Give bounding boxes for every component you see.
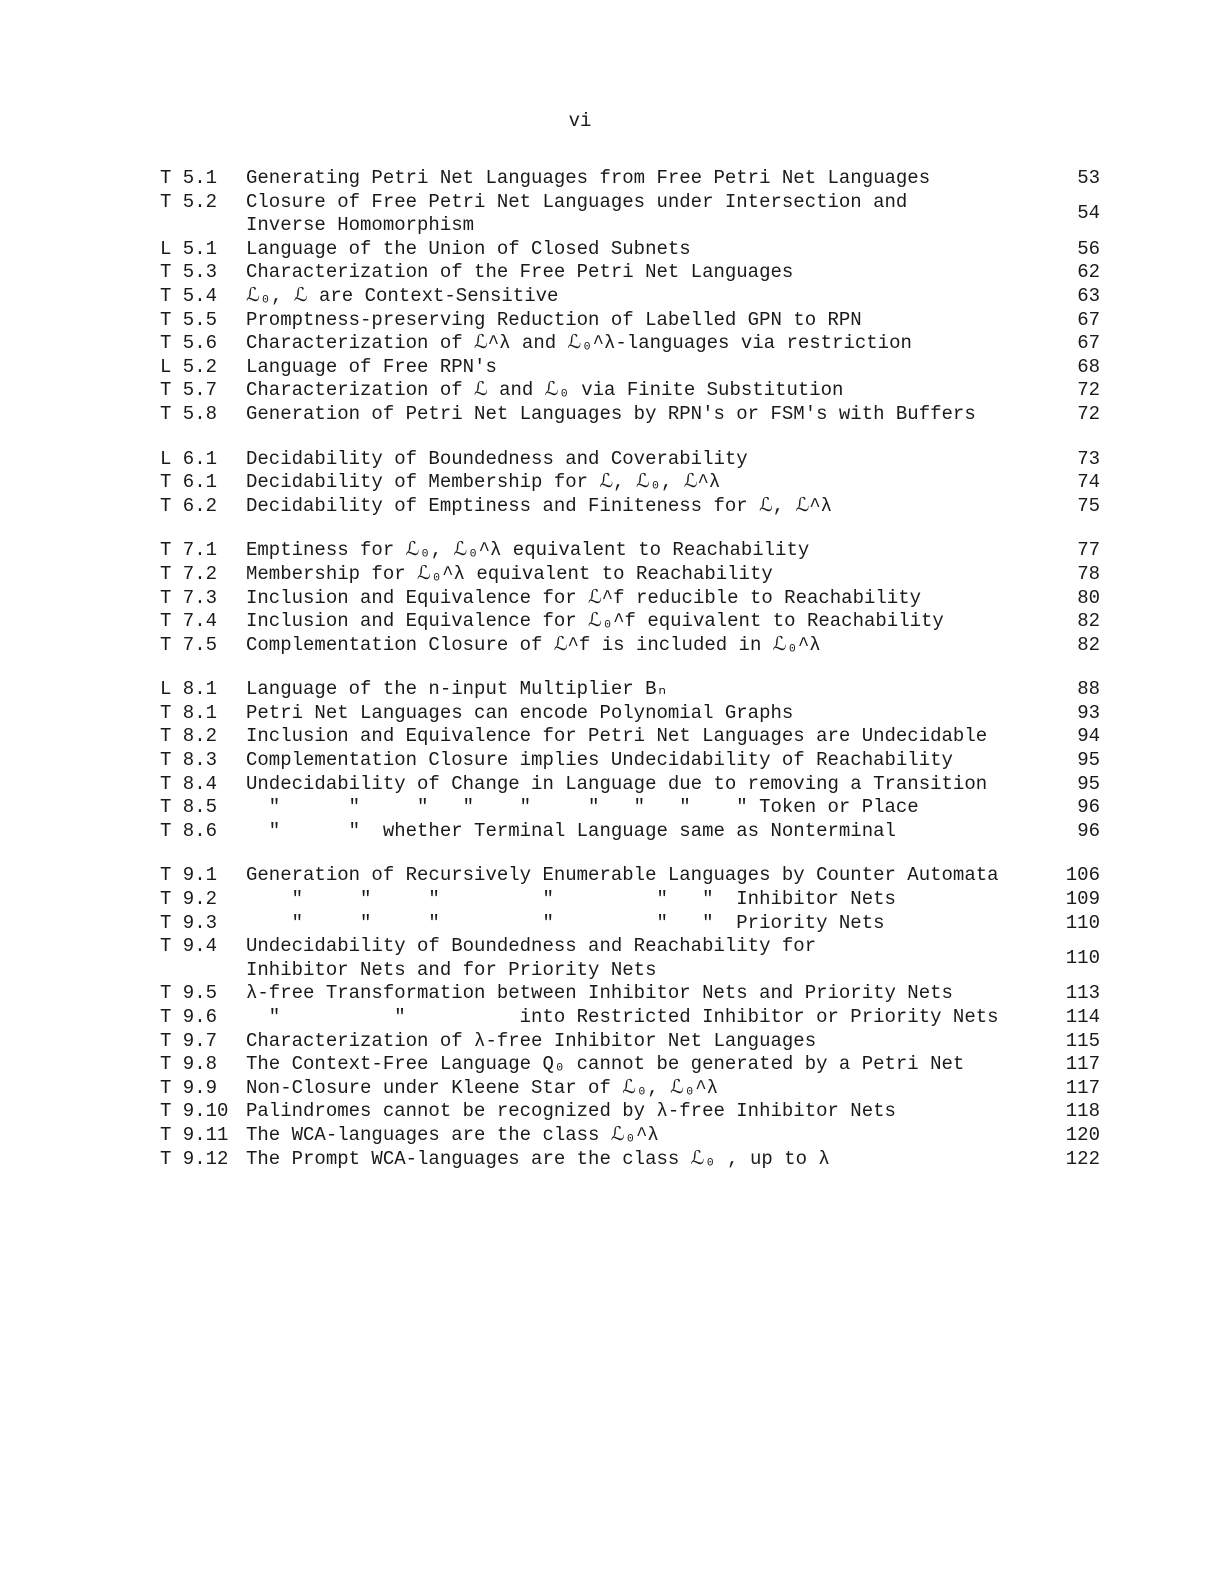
toc-entry bbox=[160, 587, 1100, 611]
entry-title: Closure of Free Petri Net Languages under Intersection and Inverse Homomorphism bbox=[246, 190, 908, 237]
entry-page: 88 bbox=[1077, 678, 1100, 701]
entry-page: 96 bbox=[1077, 819, 1100, 842]
entry-title: " " " " " " Priority Nets bbox=[246, 911, 885, 934]
entry-id: T 6.1 bbox=[160, 471, 218, 494]
entry-title: " " into Restricted Inhibitor or Priority Nets bbox=[246, 1006, 999, 1028]
entry-page: 67 bbox=[1077, 308, 1100, 331]
toc-entry bbox=[160, 309, 1100, 333]
entry-page: 53 bbox=[1077, 167, 1100, 189]
entry-id: T 9.4 bbox=[160, 935, 218, 958]
entry-page: 62 bbox=[1077, 261, 1100, 284]
toc-group-chapter-8 bbox=[160, 678, 1100, 843]
entry-page: 95 bbox=[1077, 749, 1100, 772]
entry-title: Decidability of Membership for ℒ, ℒ₀, ℒ^λ bbox=[246, 471, 721, 494]
entry-id: T 5.7 bbox=[160, 379, 218, 402]
entry-title: " " " " " " " " " Token or Place bbox=[246, 796, 919, 819]
entry-title: Generating Petri Net Languages from Free Petri Net Languages bbox=[246, 167, 931, 189]
entry-id: T 7.1 bbox=[160, 539, 218, 562]
entry-page: 109 bbox=[1065, 888, 1100, 911]
entry-page: 110 bbox=[1065, 947, 1100, 970]
entry-id: T 5.6 bbox=[160, 332, 218, 355]
entry-id: L 8.1 bbox=[160, 678, 218, 701]
entry-page: 106 bbox=[1065, 864, 1100, 887]
entry-page: 75 bbox=[1077, 494, 1100, 517]
entry-page: 96 bbox=[1077, 796, 1100, 819]
entry-id: T 8.5 bbox=[160, 796, 218, 819]
entry-id: T 8.1 bbox=[160, 701, 218, 724]
entry-id: T 8.3 bbox=[160, 749, 218, 772]
entry-id: T 9.3 bbox=[160, 911, 218, 934]
entry-page: 114 bbox=[1065, 1006, 1100, 1028]
entry-id: T 9.7 bbox=[160, 1029, 218, 1052]
entry-id: L 5.1 bbox=[160, 237, 218, 260]
entry-id: T 9.2 bbox=[160, 888, 218, 911]
toc-entry bbox=[160, 1006, 1100, 1030]
entry-title: The Prompt WCA-languages are the class ℒ₀ , up to λ bbox=[246, 1147, 830, 1170]
entry-page: 54 bbox=[1077, 202, 1100, 225]
entry-page: 82 bbox=[1077, 610, 1100, 633]
entry-page: 115 bbox=[1065, 1029, 1100, 1052]
entry-page: 74 bbox=[1077, 471, 1100, 494]
entry-id: T 7.5 bbox=[160, 633, 218, 656]
entry-id: T 9.9 bbox=[160, 1076, 218, 1099]
entry-title: Inclusion and Equivalence for Petri Net Languages are Undecidable bbox=[246, 725, 988, 748]
entry-title: Undecidability of Boundedness and Reachability for Inhibitor Nets and for Priority Nets bbox=[246, 935, 817, 981]
toc-entry bbox=[160, 678, 1100, 702]
toc-entry bbox=[160, 1030, 1100, 1054]
entry-title: Complementation Closure implies Undecidability of Reachability bbox=[246, 749, 953, 772]
entry-title: Non-Closure under Kleene Star of ℒ₀, ℒ₀^λ bbox=[246, 1076, 719, 1099]
toc-entry bbox=[160, 191, 1100, 238]
toc-entry bbox=[160, 356, 1100, 380]
toc-entry bbox=[160, 634, 1100, 658]
entry-page: 56 bbox=[1077, 237, 1100, 260]
toc-entry bbox=[160, 888, 1100, 912]
toc-entry bbox=[160, 1100, 1100, 1124]
entry-title: Generation of Petri Net Languages by RPN's or FSM's with Buffers bbox=[246, 402, 976, 425]
entry-title: Decidability of Boundedness and Coverability bbox=[246, 447, 748, 470]
toc-entry bbox=[160, 1077, 1100, 1101]
entry-title: Characterization of λ-free Inhibitor Net Languages bbox=[246, 1029, 817, 1052]
toc-entry bbox=[160, 725, 1100, 749]
entry-title: Language of Free RPN's bbox=[246, 355, 497, 378]
toc-entry bbox=[160, 982, 1100, 1006]
entry-id: T 5.3 bbox=[160, 261, 218, 284]
toc-entry bbox=[160, 749, 1100, 773]
toc-group-chapter-9 bbox=[160, 864, 1100, 1171]
entry-id: T 8.2 bbox=[160, 725, 218, 748]
entry-page: 122 bbox=[1065, 1147, 1100, 1170]
entry-title: " " whether Terminal Language same as Nonterminal bbox=[246, 819, 896, 842]
entry-page: 63 bbox=[1077, 284, 1100, 307]
entry-id: L 6.1 bbox=[160, 447, 218, 470]
entry-page: 78 bbox=[1077, 562, 1100, 585]
toc-entry bbox=[160, 403, 1100, 427]
entry-id: T 5.1 bbox=[160, 167, 218, 189]
entry-page: 67 bbox=[1077, 332, 1100, 355]
table-of-contents bbox=[160, 167, 1100, 1192]
entry-id: T 5.8 bbox=[160, 402, 218, 425]
entry-page: 117 bbox=[1065, 1076, 1100, 1099]
entry-page: 77 bbox=[1077, 539, 1100, 562]
entry-id: T 8.6 bbox=[160, 819, 218, 842]
entry-id: T 9.6 bbox=[160, 1006, 218, 1028]
entry-page: 72 bbox=[1077, 402, 1100, 425]
entry-id: T 7.3 bbox=[160, 586, 218, 609]
entry-page: 68 bbox=[1077, 355, 1100, 378]
entry-title: ℒ₀, ℒ are Context-Sensitive bbox=[246, 284, 559, 307]
entry-title: The WCA-languages are the class ℒ₀^λ bbox=[246, 1123, 659, 1146]
entry-title: Membership for ℒ₀^λ equivalent to Reachability bbox=[246, 562, 773, 585]
entry-id: T 9.12 bbox=[160, 1147, 229, 1170]
entry-id: T 6.2 bbox=[160, 494, 218, 517]
entry-id: T 7.2 bbox=[160, 562, 218, 585]
toc-entry bbox=[160, 238, 1100, 262]
entry-title: Emptiness for ℒ₀, ℒ₀^λ equivalent to Reachability bbox=[246, 539, 810, 562]
toc-group-chapter-7 bbox=[160, 539, 1100, 657]
entry-title: Undecidability of Change in Language due to removing a Transition bbox=[246, 772, 988, 795]
entry-page: 93 bbox=[1077, 701, 1100, 724]
entry-title: Decidability of Emptiness and Finiteness for ℒ, ℒ^λ bbox=[246, 494, 833, 517]
entry-page: 95 bbox=[1077, 772, 1100, 795]
toc-group-chapter-6 bbox=[160, 448, 1100, 519]
entry-title: Inclusion and Equivalence for ℒ^f reducible to Reachability bbox=[246, 586, 921, 609]
toc-entry bbox=[160, 796, 1100, 820]
entry-title: Characterization of ℒ and ℒ₀ via Finite Substitution bbox=[246, 379, 844, 402]
entry-id: L 5.2 bbox=[160, 355, 218, 378]
entry-title: Language of the n-input Multiplier Bₙ bbox=[246, 678, 668, 701]
entry-page: 73 bbox=[1077, 447, 1100, 470]
toc-entry bbox=[160, 864, 1100, 888]
entry-page: 94 bbox=[1077, 725, 1100, 748]
entry-title: λ-free Transformation between Inhibitor Nets and Priority Nets bbox=[246, 982, 953, 1005]
toc-entry bbox=[160, 912, 1100, 936]
entry-title: Inclusion and Equivalence for ℒ₀^f equivalent to Reachability bbox=[246, 610, 944, 633]
entry-title: Promptness-preserving Reduction of Labelled GPN to RPN bbox=[246, 308, 862, 331]
entry-title: Complementation Closure of ℒ^f is included in ℒ₀^λ bbox=[246, 633, 821, 656]
toc-entry bbox=[160, 563, 1100, 587]
toc-entry bbox=[160, 935, 1100, 982]
toc-entry bbox=[160, 379, 1100, 403]
entry-page: 110 bbox=[1065, 911, 1100, 934]
entry-page: 82 bbox=[1077, 633, 1100, 656]
toc-entry bbox=[160, 1124, 1100, 1148]
toc-entry bbox=[160, 332, 1100, 356]
toc-entry bbox=[160, 448, 1100, 472]
entry-id: T 9.8 bbox=[160, 1053, 218, 1076]
entry-id: T 5.2 bbox=[160, 190, 218, 213]
toc-entry bbox=[160, 1053, 1100, 1077]
toc-entry bbox=[160, 539, 1100, 563]
entry-page: 113 bbox=[1065, 982, 1100, 1005]
entry-title: The Context-Free Language Q₀ cannot be generated by a Petri Net bbox=[246, 1053, 965, 1076]
entry-id: T 5.4 bbox=[160, 284, 218, 307]
toc-entry bbox=[160, 167, 1100, 191]
entry-title: Generation of Recursively Enumerable Languages by Counter Automata bbox=[246, 864, 999, 887]
toc-entry bbox=[160, 610, 1100, 634]
entry-title: Petri Net Languages can encode Polynomial Graphs bbox=[246, 701, 794, 724]
toc-entry bbox=[160, 495, 1100, 519]
toc-entry bbox=[160, 702, 1100, 726]
entry-title: Characterization of ℒ^λ and ℒ₀^λ-languages via restriction bbox=[246, 332, 912, 355]
entry-page: 118 bbox=[1065, 1100, 1100, 1123]
entry-id: T 9.5 bbox=[160, 982, 218, 1005]
entry-id: T 9.1 bbox=[160, 864, 218, 887]
entry-title: Palindromes cannot be recognized by λ-free Inhibitor Nets bbox=[246, 1100, 896, 1123]
page-number: vi bbox=[568, 110, 592, 132]
entry-id: T 5.5 bbox=[160, 308, 218, 331]
toc-entry bbox=[160, 285, 1100, 309]
entry-title: Language of the Union of Closed Subnets bbox=[246, 237, 691, 260]
entry-id: T 7.4 bbox=[160, 610, 218, 633]
entry-id: T 9.11 bbox=[160, 1123, 229, 1146]
entry-page: 117 bbox=[1065, 1053, 1100, 1076]
entry-page: 80 bbox=[1077, 586, 1100, 609]
toc-entry bbox=[160, 1148, 1100, 1172]
toc-entry bbox=[160, 261, 1100, 285]
entry-title: " " " " " " Inhibitor Nets bbox=[246, 888, 896, 911]
toc-entry bbox=[160, 773, 1100, 797]
entry-id: T 8.4 bbox=[160, 772, 218, 795]
entry-page: 120 bbox=[1065, 1123, 1100, 1146]
entry-page: 72 bbox=[1077, 379, 1100, 402]
toc-entry bbox=[160, 471, 1100, 495]
entry-title: Characterization of the Free Petri Net Languages bbox=[246, 261, 794, 284]
toc-group-chapter-5 bbox=[160, 167, 1100, 427]
entry-id: T 9.10 bbox=[160, 1100, 229, 1123]
toc-entry bbox=[160, 820, 1100, 844]
